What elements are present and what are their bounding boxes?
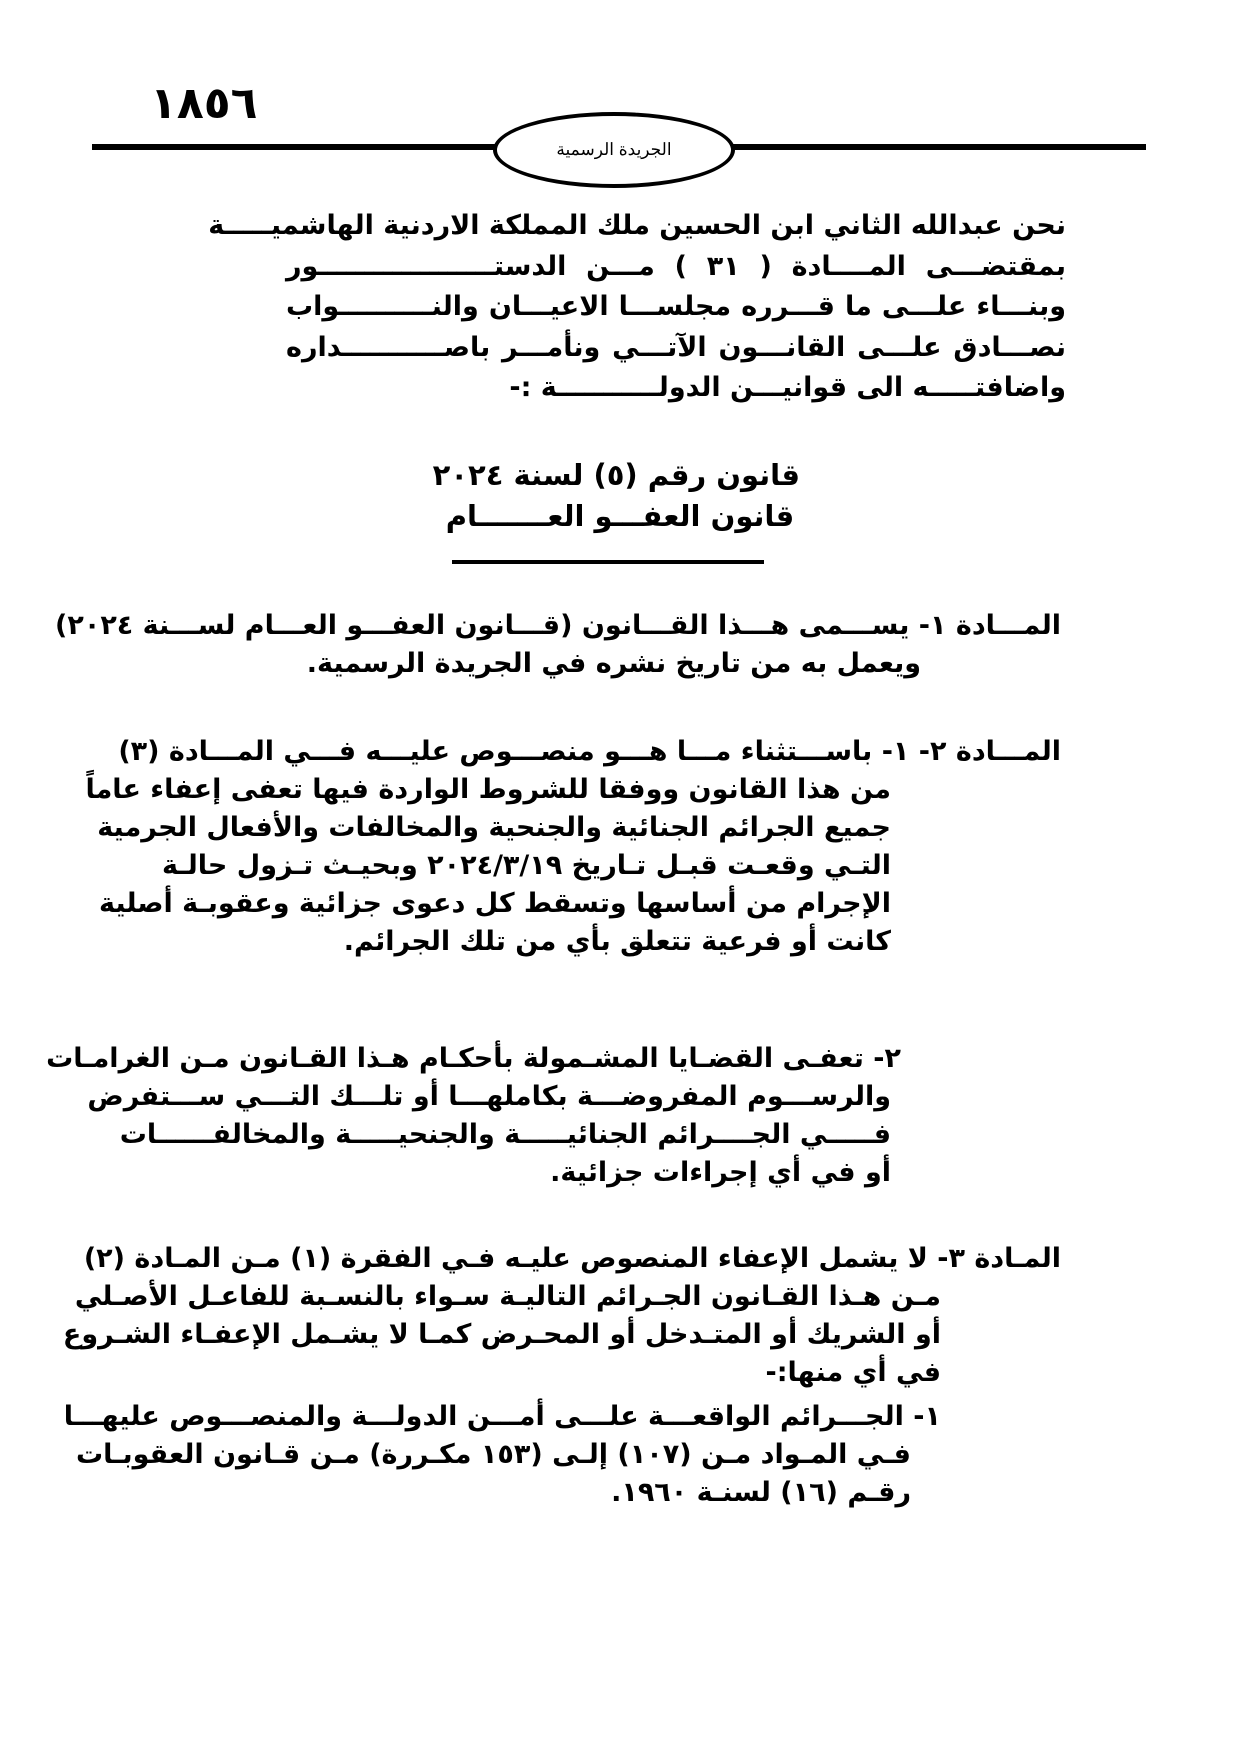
preamble-line: نحن عبدالله الثاني ابن الحسين ملك المملكة الاردنية الهاشميـــــة	[208, 210, 1066, 241]
article-3-item-1	[63, 1398, 1061, 1512]
article-2-paragraph-2	[46, 1040, 1061, 1192]
article-line: جميع الجرائم الجنائية والجنحية والمخالفات والأفعال الجرمية	[97, 812, 891, 843]
preamble	[208, 206, 1066, 409]
title-divider	[452, 560, 764, 564]
article-line: الإجرام من أساسها وتسقط كل دعوى جزائية وعقوبـة أصلية	[99, 888, 891, 919]
article-3	[62, 1240, 1061, 1392]
header-rule-right	[730, 144, 1146, 150]
article-line: أو في أي إجراءات جزائية.	[550, 1157, 891, 1188]
law-name: قانون العفـــو العـــــــام	[445, 499, 795, 533]
article-line: والرســـوم المفروضـــة بكاملهـــا أو تلـــك التـــي ســـتفرض	[87, 1081, 891, 1112]
article-line: من هذا القانون ووفقا للشروط الواردة فيها تعفى إعفاء عاماً	[85, 774, 891, 805]
article-2	[85, 733, 1061, 961]
article-line: مـن هـذا القـانون الجـرائم التاليـة سـواء بالنسـبة للفاعـل الأصـلي	[74, 1281, 941, 1312]
article-line: ويعمل به من تاريخ نشره في الجريدة الرسمية.	[306, 648, 921, 679]
article-line: فـــــي الجــــرائم الجنائيـــــة والجنحيـــــة والمخالفــــــات	[119, 1119, 891, 1150]
article-line: كانت أو فرعية تتعلق بأي من تلك الجرائم.	[343, 926, 891, 957]
preamble-line: وبنـــاء علـــى ما قـــرره مجلســـا الاعيـــان والنــــــــــواب	[286, 291, 1066, 322]
article-1	[55, 607, 1061, 683]
article-line: ١- الجـــرائم الواقعـــة علـــى أمـــن الدولـــة والمنصـــوص عليهـــا	[63, 1401, 941, 1432]
article-line: أو الشريك أو المتـدخل أو المحـرض كمـا لا يشـمل الإعفـاء الشـروع	[62, 1319, 941, 1350]
preamble-line: واضافتـــــه الى قوانيـــن الدولـــــــــــة :-	[509, 372, 1066, 403]
article-line: فـي المـواد مـن (١٠٧) إلـى (١٥٣ مكـررة) مـن قـانون العقوبـات	[75, 1439, 911, 1470]
article-line: المـادة ٣- لا يشمل الإعفاء المنصوص عليـه فـي الفقرة (١) مـن المـادة (٢)	[83, 1243, 1061, 1274]
header-rule-left	[92, 144, 502, 150]
article-line: التـي وقعـت قبـل تـاريخ ٢٠٢٤/٣/١٩ وبحيـث تـزول حالـة	[162, 850, 891, 881]
preamble-line: نصـــادق علـــى القانـــون الآتـــي ونأمـــر باصـــــــــــداره	[286, 331, 1066, 363]
article-line: في أي منها:-	[765, 1357, 941, 1388]
preamble-line: بمقتضـــى المــــادة ( ٣١ ) مـــن الدستـــــــــــــــــــور	[286, 250, 1066, 282]
page-number: ١٨٥٦	[150, 78, 258, 129]
article-line: المـــادة ٢- ١- باســـتثناء مـــا هـــو منصـــوص عليـــه فـــي المـــادة (٣)	[118, 736, 1061, 767]
article-line: المـــادة ١- يســـمى هـــذا القـــانون (قـــانون العفـــو العـــام لســـنة ٢٠٢٤)	[55, 610, 1061, 641]
article-line: رقـم (١٦) لسنـة ١٩٦٠.	[611, 1477, 911, 1508]
law-number: قانون رقم (٥) لسنة ٢٠٢٤	[432, 458, 800, 492]
gazette-emblem	[493, 112, 735, 188]
law-title	[432, 455, 800, 537]
gazette-name: الجريدة الرسمية	[556, 140, 672, 159]
article-line: ٢- تعفـى القضـايا المشـمولة بأحكـام هـذا القـانون مـن الغرامـات	[46, 1043, 901, 1074]
